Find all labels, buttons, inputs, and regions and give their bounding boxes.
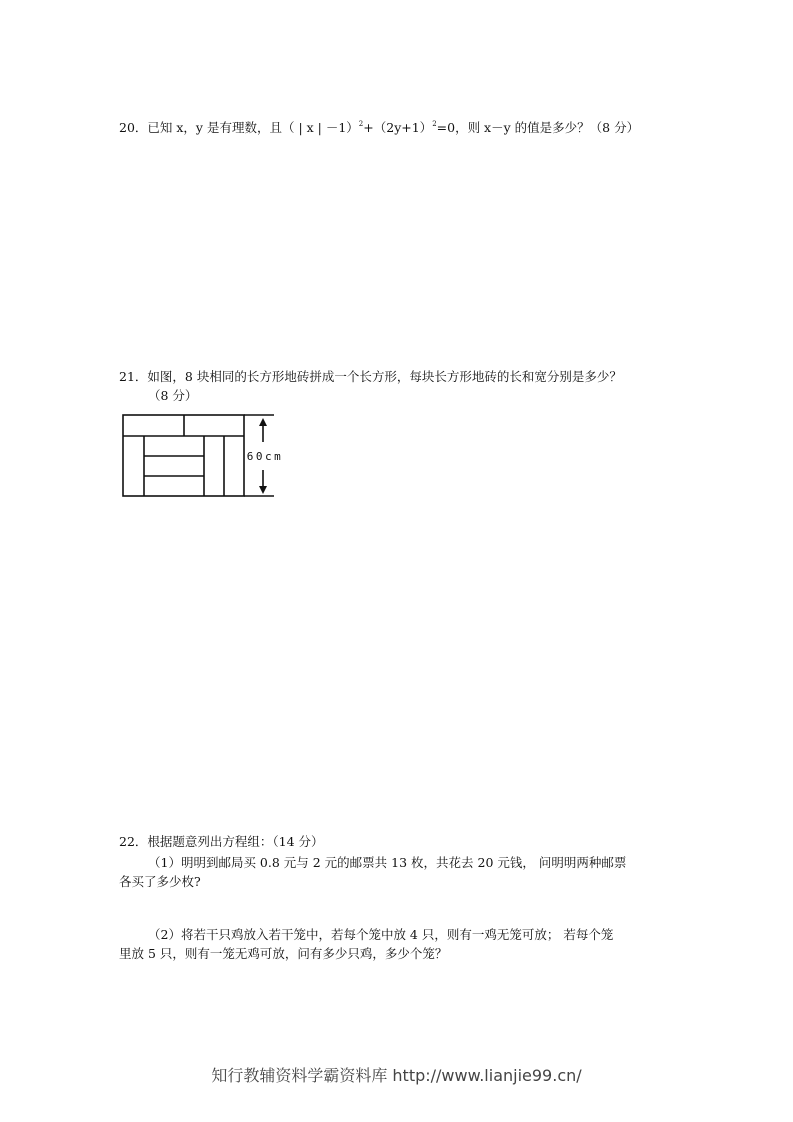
arrow-up-icon	[259, 418, 267, 426]
question-21-line2: （8 分）	[148, 388, 198, 403]
question-22-sub1-line1: （1）明明到邮局买 0.8 元与 2 元的邮票共 13 枚，共花去 20 元钱， 问明明两种邮票	[148, 855, 627, 870]
tile-figure	[118, 410, 298, 502]
q20-exponent-1: 2	[358, 120, 364, 128]
question-20	[119, 116, 639, 136]
arrow-down-icon	[259, 486, 267, 494]
footer-watermark: 知行教辅资料学霸资料库 http://www.lianjie99.cn/	[211, 1066, 582, 1085]
q20-text-part2: +（2y+1）	[363, 120, 433, 135]
question-21-line1: 21．如图，8 块相同的长方形地砖拼成一个长方形，每块长方形地砖的长和宽分别是多少？	[119, 369, 622, 384]
dimension-label: 60cm	[246, 450, 284, 463]
question-22-heading: 22．根据题意列出方程组：（14 分）	[119, 834, 324, 849]
q20-exponent-2: 2	[432, 120, 437, 128]
question-22-sub1-line2: 各买了多少枚?	[119, 874, 201, 889]
q20-text-part1: 20．已知 x，y 是有理数，且（ | x | －1）	[119, 120, 359, 135]
question-22-sub2-line1: （2）将若干只鸡放入若干笼中，若每个笼中放 4 只，则有一鸡无笼可放； 若每个笼	[148, 927, 614, 942]
q20-text-part3: =0，则 x－y 的值是多少？（8 分）	[436, 120, 640, 135]
question-22-sub2-line2: 里放 5 只，则有一笼无鸡可放，问有多少只鸡，多少个笼？	[119, 946, 448, 961]
